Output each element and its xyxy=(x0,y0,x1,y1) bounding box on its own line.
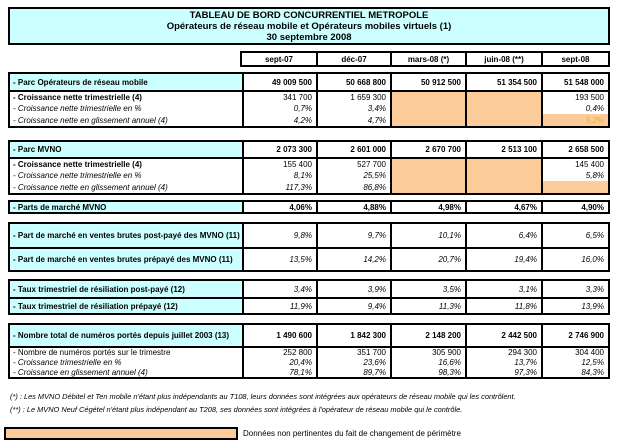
data-cell-not-pertinent xyxy=(390,114,465,126)
row-label: - Croissance nette trimestrielle en % xyxy=(13,170,142,180)
report-title: TABLEAU DE BORD CONCURRENTIEL METROPOLE xyxy=(189,10,429,21)
data-cell-not-pertinent xyxy=(390,102,465,114)
data-cell: 86,8% xyxy=(316,181,390,193)
data-cell-not-pertinent xyxy=(390,181,465,193)
column-header: sept-07 xyxy=(264,54,293,64)
data-cell: 0,4% xyxy=(541,102,608,114)
data-cell: 0,7% xyxy=(242,102,316,114)
row-label: - Parc Opérateurs de réseau mobile xyxy=(10,74,242,90)
data-cell: 1 659 300 xyxy=(316,90,390,102)
data-cell: 155 400 xyxy=(242,157,316,169)
data-cell: 14,2% xyxy=(316,247,390,270)
data-cell: 4,7% xyxy=(316,114,390,126)
data-cell: 50 912 500 xyxy=(390,74,465,90)
data-cell: 51 354 500 xyxy=(465,74,541,90)
row-label: - Parts de marché MVNO xyxy=(10,202,242,212)
data-cell: 4,98% xyxy=(390,202,465,212)
row-label: - Croissance nette trimestrielle (4) xyxy=(10,157,242,169)
data-cell: 4,67% xyxy=(465,202,541,212)
data-cell: 4,06% xyxy=(242,202,316,212)
data-cell: 2 601 000 xyxy=(316,142,390,157)
data-cell: 3,9% xyxy=(316,281,390,297)
data-cell: 4,90% xyxy=(541,202,608,212)
legend-label: Données non pertinentes du fait de changement de périmètre xyxy=(243,429,461,438)
data-cell: 2 746 900 xyxy=(541,325,608,346)
data-cell: 3,5% xyxy=(390,281,465,297)
data-cell-not-pertinent xyxy=(465,114,541,126)
row-label: - Part de marché en ventes brutes post-payé des MVNO (11) xyxy=(10,224,242,247)
data-cell: 3,4% xyxy=(316,102,390,114)
data-cell: 2 670 700 xyxy=(390,142,465,157)
data-cell: 2 658 500 xyxy=(541,142,608,157)
data-cell: 4,2% xyxy=(242,114,316,126)
column-header-row xyxy=(240,51,610,67)
row-label: - Nombre de numéros portés sur le trimestre xyxy=(10,346,242,357)
row-label: - Part de marché en ventes brutes prépayé des MVNO (11) xyxy=(10,247,242,270)
data-cell: 145 400 xyxy=(541,157,608,169)
footnote-asterisk: (*) : Les MVNO Débitel et Ten mobile n'étant plus indépendants au T108, leurs données sont intégrées aux opérateurs de réseau mobile qui les contrôlent. xyxy=(10,392,516,401)
data-cell: 50 668 800 xyxy=(316,74,390,90)
column-header: sept-08 xyxy=(541,53,608,65)
data-cell: 252 800 xyxy=(242,346,316,357)
data-cell: 9,7% xyxy=(316,224,390,247)
data-cell-not-pertinent xyxy=(390,90,465,102)
data-cell: 3,1% xyxy=(465,281,541,297)
table-block-parc-mvno xyxy=(8,140,610,195)
row-label: - Parc MVNO xyxy=(10,142,242,157)
data-cell-not-pertinent xyxy=(465,181,541,193)
data-cell-not-pertinent xyxy=(541,181,608,193)
data-cell: 2 513 100 xyxy=(465,142,541,157)
data-cell: 341 700 xyxy=(242,90,316,102)
data-cell: 2 073 300 xyxy=(242,142,316,157)
data-cell: 89,7% xyxy=(316,367,390,377)
table-block-resiliation xyxy=(8,279,610,315)
legend-color-swatch xyxy=(4,427,238,440)
data-cell: 4,88% xyxy=(316,202,390,212)
data-cell: 1 490 600 xyxy=(242,325,316,346)
data-cell: 23,6% xyxy=(316,357,390,367)
table-block-parc-reseau xyxy=(8,72,610,128)
data-cell: 9,8% xyxy=(242,224,316,247)
data-cell: 6,5% xyxy=(541,224,608,247)
data-cell: 8,1% xyxy=(242,169,316,181)
table-block-parts-marche xyxy=(8,200,610,214)
data-cell: 97,3% xyxy=(465,367,541,377)
data-cell: 305 900 xyxy=(390,346,465,357)
data-cell: 13,9% xyxy=(541,297,608,313)
data-cell: 193 500 xyxy=(541,90,608,102)
data-cell: 527 700 xyxy=(316,157,390,169)
data-cell: 19,4% xyxy=(465,247,541,270)
data-cell: 351 700 xyxy=(316,346,390,357)
data-cell: 5,8% xyxy=(541,169,608,181)
data-cell-not-pertinent xyxy=(465,169,541,181)
report-subtitle: Opérateurs de réseau mobile et Opérateurs mobiles virtuels (1) xyxy=(166,21,452,32)
data-cell-not-pertinent: 5,2% xyxy=(541,114,608,126)
row-label: - Taux trimestriel de résiliation prépayé (12) xyxy=(10,297,242,313)
data-cell-not-pertinent xyxy=(465,102,541,114)
data-cell: 78,1% xyxy=(242,367,316,377)
data-cell: 49 009 500 xyxy=(242,74,316,90)
data-cell: 2 442 500 xyxy=(465,325,541,346)
data-cell: 98,3% xyxy=(390,367,465,377)
row-label: - Croissance en glissement annuel (4) xyxy=(13,367,148,377)
report-title-box xyxy=(8,7,610,45)
row-label: - Croissance trimestrielle en % xyxy=(13,357,122,367)
row-label: - Croissance nette trimestrielle (4) xyxy=(10,90,242,102)
row-label: - Nombre total de numéros portés depuis juillet 2003 (13) xyxy=(10,325,242,346)
data-cell: 3,4% xyxy=(242,281,316,297)
data-cell: 20,4% xyxy=(242,357,316,367)
column-header: juin-08 (**) xyxy=(465,53,541,65)
data-cell-not-pertinent xyxy=(465,157,541,169)
data-cell: 2 148 200 xyxy=(390,325,465,346)
data-cell: 12,5% xyxy=(541,357,608,367)
data-cell: 6,4% xyxy=(465,224,541,247)
data-cell-not-pertinent xyxy=(390,169,465,181)
table-block-numeros-portes xyxy=(8,323,610,379)
data-cell: 20,7% xyxy=(390,247,465,270)
data-cell: 51 548 000 xyxy=(541,74,608,90)
data-cell: 294 300 xyxy=(465,346,541,357)
column-header: mars-08 (*) xyxy=(390,53,465,65)
data-cell: 13,5% xyxy=(242,247,316,270)
data-cell: 1 842 300 xyxy=(316,325,390,346)
data-cell-not-pertinent xyxy=(465,90,541,102)
data-cell-not-pertinent xyxy=(390,157,465,169)
report-date: 30 septembre 2008 xyxy=(266,32,352,43)
footnote-double-asterisk: (**) : Le MVNO Neuf Cégétel n'étant plus indépendant au T208, ses données sont intégrées à l'opérateur de réseau mobile qui le contrôle. xyxy=(10,405,463,414)
data-cell: 117,3% xyxy=(242,181,316,193)
data-cell: 10,1% xyxy=(390,224,465,247)
row-label: - Taux trimestriel de résiliation post-payé (12) xyxy=(10,281,242,297)
table-block-ventes-brutes xyxy=(8,222,610,272)
row-label: - Croissance nette trimestrielle en % xyxy=(13,103,142,113)
data-cell: 84,3% xyxy=(541,367,608,377)
row-label: - Croissance nette en glissement annuel (4) xyxy=(13,115,168,125)
column-header: déc-07 xyxy=(316,53,390,65)
data-cell: 9,4% xyxy=(316,297,390,313)
data-cell: 16,0% xyxy=(541,247,608,270)
data-cell: 304 400 xyxy=(541,346,608,357)
data-cell: 16,6% xyxy=(390,357,465,367)
row-label: - Croissance nette en glissement annuel (4) xyxy=(13,182,168,192)
data-cell: 11,9% xyxy=(242,297,316,313)
data-cell: 11,3% xyxy=(390,297,465,313)
data-cell: 11,8% xyxy=(465,297,541,313)
data-cell: 3,3% xyxy=(541,281,608,297)
data-cell: 13,7% xyxy=(465,357,541,367)
data-cell: 25,5% xyxy=(316,169,390,181)
